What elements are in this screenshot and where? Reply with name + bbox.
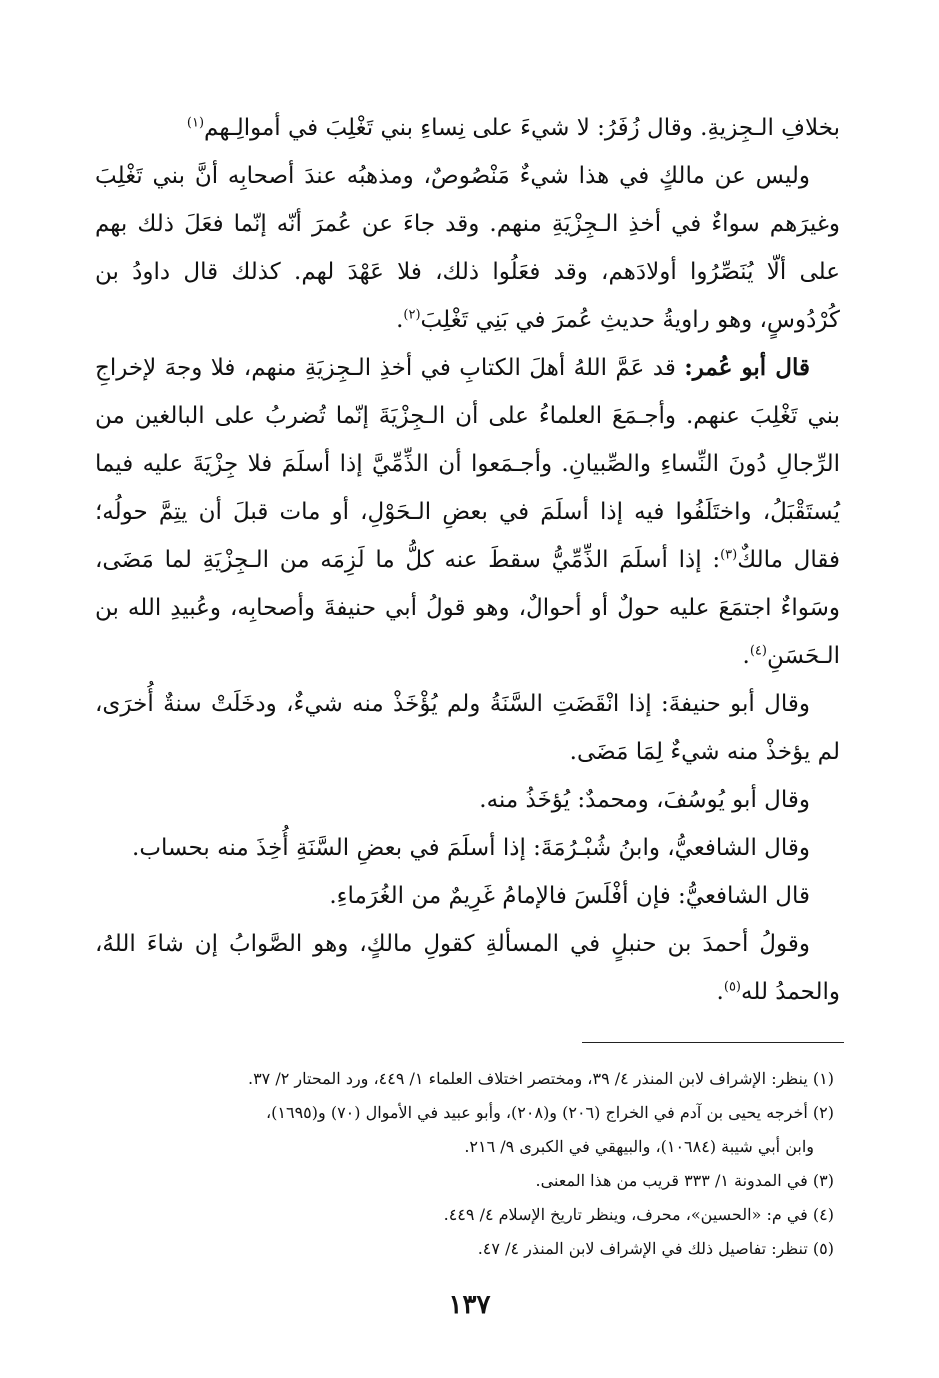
footnote-ref[interactable]: (٢): [403, 307, 421, 323]
paragraph: [95, 920, 840, 1016]
paragraph-tail: .: [716, 979, 724, 1005]
footnote-ref[interactable]: (١): [186, 115, 205, 131]
paragraph-text: وقال أبو يُوسُفَ، ومحمدٌ: يُؤخَذُ منه.: [479, 787, 810, 813]
paragraph-text: قال الشافعيُّ: فإن أفْلَسَ فالإمامُ غَرِيمٌ من الغُرَماءِ.: [329, 883, 810, 909]
paragraph-text: وقال الشافعيُّ، وابنُ شُبْـرُمَةَ: إذا أسلَمَ في بعضِ السَّنَةِ أُخِذَ منه بحساب.: [132, 835, 810, 861]
footnote-ref[interactable]: (٥): [723, 979, 741, 995]
paragraph: [95, 104, 840, 152]
footnote-continuation: وابن أبي شيبة (١٠٦٨٤)، والبيهقي في الكبرى ٩/ ٢١٦.: [464, 1137, 814, 1156]
footnote: (٣) في المدونة ١/ ٣٣٣ قريب من هذا المعنى.: [535, 1171, 834, 1190]
paragraph: [95, 824, 840, 872]
paragraph: [95, 680, 840, 776]
paragraph-text: وليس عن مالكٍ في هذا شيءٌ مَنْصُوصٌ، ومذهبُه عندَ أصحابِه أنَّ بني تَغْلِبَ وغيرَهم سواءٌ في أخذِ الـجِزْيَةِ منهم. وقد جاءَ عن عُمرَ أنّه إنّما فعَلَ ذلك بهم على ألّا يُنَصِّرُوا أولادَهم، وقد فعَلُوا ذلك، فلا عَهْدَ لهم. كذلك قال داودُ بن كُرْدُوسٍ، وهو راويةُ حديثِ عُمرَ في بَنِي تَغْلِبَ: [95, 163, 840, 333]
footnote: (١) ينظر: الإشراف لابن المنذر ٤/ ٣٩، ومختصر اختلاف العلماء ١/ ٤٤٩، ورد المحتار ٢/ ٣٧.: [247, 1069, 834, 1088]
paragraph-text: قد عَمَّ اللهُ أهلَ الكتابِ في أخذِ الـجِزيَةِ منهم، فلا وجهَ لإخراجِ بني تَغْلِبَ عنهم. وأجـمَعَ العلماءُ على أن الـجِزْيَةَ إنّما تُضربُ على البالغين من الرِّجالِ دُونَ النِّساءِ والصِّبيانِ. وأجـمَعوا أن الذِّمِّيَّ إذا أسلَمَ فلا جِزْيَةَ عليه فيما يُستَقْبَلُ، واختَلَفُوا فيه إذا أسلَمَ في بعضِ الـحَوْلِ، أو مات قبلَ أن يتِمَّ حولُه؛ فقال مالكٌ: [95, 355, 840, 573]
footnote-divider: [582, 1042, 844, 1043]
footnote-ref[interactable]: (٤): [749, 643, 767, 659]
paragraph-lead: قال أبو عُمر:: [684, 354, 810, 381]
paragraph: [95, 152, 840, 344]
paragraph-text: بخلافِ الـجِزيةِ. وقال زُفَرُ: لا شيءَ على نِساءِ بني تَغْلِبَ في أموالِـهم: [204, 115, 840, 141]
paragraph-tail: .: [742, 643, 750, 669]
paragraph-text: وقولُ أحمدَ بن حنبلٍ في المسألةِ كقولِ مالكٍ، وهو الصَّوابُ إن شاءَ اللهُ، والحمدُ لله: [95, 931, 840, 1005]
main-text: [95, 104, 840, 1016]
footnotes: [99, 1062, 844, 1266]
footnote: (٥) تنظر: تفاصيل ذلك في الإشراف لابن المنذر ٤/ ٤٧.: [477, 1239, 834, 1258]
paragraph-tail: : إذا أسلَمَ الذِّمِّيُّ سقطَ عنه كلُّ ما لَزِمَه من الـجِزْيَةِ لما مَضَى، وسَواءٌ اجتمَعَ عليه حولٌ أو أحوالٌ، وهو قولُ أبي حنيفةَ وأصحابِه، وعُبيدِ الله بن الـحَسَنِ: [95, 547, 840, 669]
paragraph: [95, 776, 840, 824]
paragraph-text: وقال أبو حنيفةَ: إذا انْقَضَتِ السَّنَةُ ولم يُؤْخَذْ منه شيءٌ، ودخَلَتْ سنةٌ أُخرَى، لم يؤخذْ منه شيءٌ لِمَا مَضَى.: [95, 691, 840, 765]
paragraph: [95, 344, 840, 680]
footnote-ref[interactable]: (٣): [720, 547, 738, 563]
page-number: ١٣٧: [448, 1290, 491, 1320]
paragraph: [95, 872, 840, 920]
footnote: (٢) أخرجه يحيى بن آدم في الخراج (٢٠٦) و(٢٠٨)، وأبو عبيد في الأموال (٧٠) و(١٦٩٥)،: [265, 1103, 834, 1122]
footnote: (٤) في م: «الحسين»، محرف، وينظر تاريخ الإسلام ٤/ ٤٤٩.: [443, 1205, 834, 1224]
paragraph-tail: .: [396, 307, 404, 333]
